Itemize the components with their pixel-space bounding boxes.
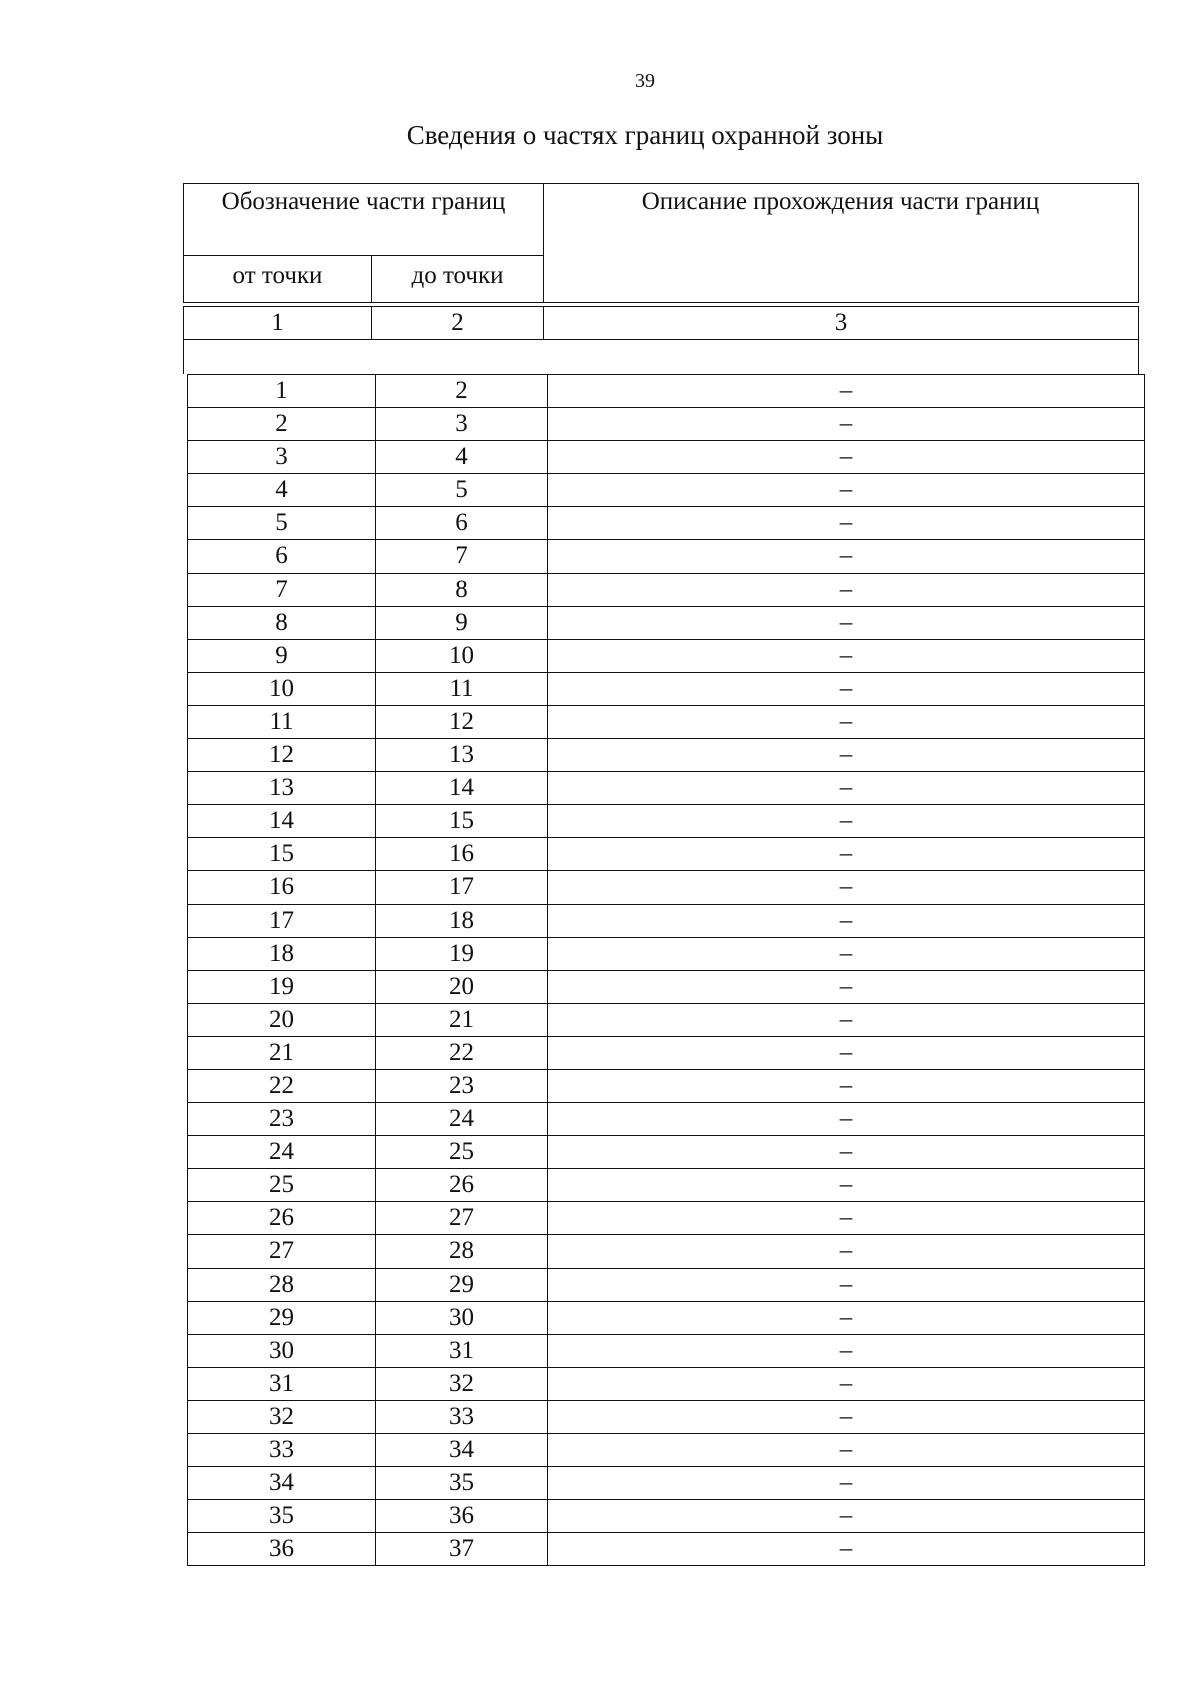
row-to-point: 3 bbox=[376, 408, 548, 440]
header-description: Описание прохождения части границ bbox=[641, 188, 1040, 215]
row-from-point: 4 bbox=[188, 474, 376, 506]
row-from-point: 2 bbox=[188, 408, 376, 440]
row-description: – bbox=[839, 939, 853, 967]
table-row bbox=[187, 1202, 1145, 1235]
table-row bbox=[187, 375, 1145, 408]
row-from-point: 26 bbox=[188, 1202, 376, 1234]
table-row bbox=[187, 1269, 1145, 1302]
row-description: – bbox=[839, 443, 853, 471]
table-row bbox=[187, 540, 1145, 573]
row-to-point: 20 bbox=[376, 971, 548, 1003]
row-from-point: 1 bbox=[188, 375, 376, 407]
table-row bbox=[187, 1169, 1145, 1202]
row-from-point: 25 bbox=[188, 1169, 376, 1201]
table-row bbox=[187, 474, 1145, 507]
row-from-point: 7 bbox=[188, 574, 376, 606]
row-from-point: 35 bbox=[188, 1500, 376, 1532]
table-row bbox=[187, 1500, 1145, 1533]
table-row bbox=[187, 1467, 1145, 1500]
row-from-point: 13 bbox=[188, 772, 376, 804]
row-to-point: 18 bbox=[376, 905, 548, 937]
table-row bbox=[187, 574, 1145, 607]
row-to-point: 12 bbox=[376, 706, 548, 738]
row-description: – bbox=[839, 1535, 853, 1563]
table-row bbox=[187, 838, 1145, 871]
header-from-point: от точки bbox=[184, 256, 372, 302]
row-to-point: 14 bbox=[376, 772, 548, 804]
row-description: – bbox=[839, 774, 853, 802]
column-number-3: 3 bbox=[834, 309, 848, 336]
table-row bbox=[187, 640, 1145, 673]
row-description: – bbox=[839, 1237, 853, 1265]
table-row bbox=[187, 905, 1145, 938]
row-to-point: 21 bbox=[376, 1004, 548, 1036]
page-number: 39 bbox=[635, 70, 655, 92]
row-from-point: 21 bbox=[188, 1037, 376, 1069]
table-row bbox=[187, 408, 1145, 441]
row-description: – bbox=[839, 1071, 853, 1099]
row-description: – bbox=[839, 1336, 853, 1364]
table-header bbox=[183, 183, 1139, 303]
row-description: – bbox=[839, 410, 853, 438]
table-row bbox=[187, 607, 1145, 640]
section-row bbox=[183, 340, 1139, 374]
row-description: – bbox=[839, 1038, 853, 1066]
row-from-point: 31 bbox=[188, 1368, 376, 1400]
table-row bbox=[187, 971, 1145, 1004]
row-from-point: 33 bbox=[188, 1434, 376, 1466]
row-from-point: 16 bbox=[188, 871, 376, 903]
row-from-point: 17 bbox=[188, 905, 376, 937]
row-to-point: 37 bbox=[376, 1533, 548, 1565]
column-number-1: 1 bbox=[184, 307, 372, 339]
row-to-point: 24 bbox=[376, 1103, 548, 1135]
row-to-point: 7 bbox=[376, 540, 548, 572]
row-from-point: 32 bbox=[188, 1401, 376, 1433]
table-row bbox=[187, 1335, 1145, 1368]
row-description: – bbox=[839, 641, 853, 669]
row-to-point: 5 bbox=[376, 474, 548, 506]
row-description: – bbox=[839, 1005, 853, 1033]
table-row bbox=[187, 871, 1145, 904]
row-to-point: 8 bbox=[376, 574, 548, 606]
row-from-point: 19 bbox=[188, 971, 376, 1003]
row-description: – bbox=[839, 674, 853, 702]
row-description: – bbox=[839, 972, 853, 1000]
row-to-point: 6 bbox=[376, 507, 548, 539]
row-to-point: 25 bbox=[376, 1136, 548, 1168]
row-from-point: 11 bbox=[188, 706, 376, 738]
row-description: – bbox=[839, 1138, 853, 1166]
table-row bbox=[187, 507, 1145, 540]
row-from-point: 8 bbox=[188, 607, 376, 639]
row-from-point: 20 bbox=[188, 1004, 376, 1036]
row-description: – bbox=[839, 707, 853, 735]
table-row bbox=[187, 1434, 1145, 1467]
row-description: – bbox=[839, 1270, 853, 1298]
row-description: – bbox=[839, 1171, 853, 1199]
row-from-point: 15 bbox=[188, 838, 376, 870]
row-to-point: 17 bbox=[376, 871, 548, 903]
table-row bbox=[187, 805, 1145, 838]
row-from-point: 28 bbox=[188, 1269, 376, 1301]
row-to-point: 15 bbox=[376, 805, 548, 837]
row-from-point: 23 bbox=[188, 1103, 376, 1135]
row-description: – bbox=[839, 542, 853, 570]
row-from-point: 18 bbox=[188, 938, 376, 970]
row-to-point: 36 bbox=[376, 1500, 548, 1532]
table-row bbox=[187, 706, 1145, 739]
table-row bbox=[187, 1401, 1145, 1434]
row-description: – bbox=[839, 807, 853, 835]
table-row bbox=[187, 1235, 1145, 1268]
table-body bbox=[187, 374, 1145, 1566]
header-to-point: до точки bbox=[372, 256, 544, 302]
row-to-point: 11 bbox=[376, 673, 548, 705]
row-to-point: 10 bbox=[376, 640, 548, 672]
row-description: – bbox=[839, 476, 853, 504]
row-description: – bbox=[839, 377, 853, 404]
column-number-2: 2 bbox=[372, 307, 544, 339]
row-to-point: 2 bbox=[376, 375, 548, 407]
table-row bbox=[187, 1302, 1145, 1335]
table-row bbox=[187, 1368, 1145, 1401]
row-description: – bbox=[839, 741, 853, 769]
table-row bbox=[187, 739, 1145, 772]
row-to-point: 29 bbox=[376, 1269, 548, 1301]
row-from-point: 29 bbox=[188, 1302, 376, 1334]
row-from-point: 10 bbox=[188, 673, 376, 705]
row-to-point: 31 bbox=[376, 1335, 548, 1367]
row-to-point: 28 bbox=[376, 1235, 548, 1267]
document-title: Сведения о частях границ охранной зоны bbox=[406, 120, 884, 150]
table-row bbox=[187, 1037, 1145, 1070]
row-to-point: 27 bbox=[376, 1202, 548, 1234]
row-from-point: 22 bbox=[188, 1070, 376, 1102]
row-description: – bbox=[839, 509, 853, 537]
row-description: – bbox=[839, 1369, 853, 1397]
row-from-point: 12 bbox=[188, 739, 376, 771]
row-description: – bbox=[839, 906, 853, 934]
table-row bbox=[187, 1004, 1145, 1037]
column-number-row bbox=[183, 306, 1139, 340]
row-description: – bbox=[839, 1303, 853, 1331]
row-description: – bbox=[839, 873, 853, 901]
row-to-point: 4 bbox=[376, 441, 548, 473]
row-from-point: 3 bbox=[188, 441, 376, 473]
row-description: – bbox=[839, 1402, 853, 1430]
row-to-point: 19 bbox=[376, 938, 548, 970]
table-row bbox=[187, 1533, 1145, 1566]
row-description: – bbox=[839, 840, 853, 868]
row-description: – bbox=[839, 1469, 853, 1497]
header-boundary-part-designation: Обозначение части границ bbox=[184, 184, 544, 256]
row-to-point: 23 bbox=[376, 1070, 548, 1102]
row-from-point: 24 bbox=[188, 1136, 376, 1168]
row-description: – bbox=[839, 1502, 853, 1530]
row-to-point: 13 bbox=[376, 739, 548, 771]
row-to-point: 35 bbox=[376, 1467, 548, 1499]
row-to-point: 26 bbox=[376, 1169, 548, 1201]
table-row bbox=[187, 772, 1145, 805]
table-row bbox=[187, 1103, 1145, 1136]
row-to-point: 9 bbox=[376, 607, 548, 639]
row-to-point: 30 bbox=[376, 1302, 548, 1334]
row-description: – bbox=[839, 1436, 853, 1463]
row-description: – bbox=[839, 608, 853, 636]
row-to-point: 16 bbox=[376, 838, 548, 870]
row-from-point: 27 bbox=[188, 1235, 376, 1267]
row-from-point: 9 bbox=[188, 640, 376, 672]
row-to-point: 32 bbox=[376, 1368, 548, 1400]
row-to-point: 34 bbox=[376, 1434, 548, 1466]
row-description: – bbox=[839, 575, 853, 603]
row-from-point: 34 bbox=[188, 1467, 376, 1499]
table-row bbox=[187, 938, 1145, 971]
table-row bbox=[187, 1070, 1145, 1103]
row-to-point: 22 bbox=[376, 1037, 548, 1069]
table-row bbox=[187, 1136, 1145, 1169]
row-from-point: 14 bbox=[188, 805, 376, 837]
row-from-point: 6 bbox=[188, 540, 376, 572]
row-description: – bbox=[839, 1204, 853, 1232]
row-from-point: 30 bbox=[188, 1335, 376, 1367]
row-to-point: 33 bbox=[376, 1401, 548, 1433]
row-from-point: 5 bbox=[188, 507, 376, 539]
row-description: – bbox=[839, 1105, 853, 1133]
row-from-point: 36 bbox=[188, 1533, 376, 1565]
table-row bbox=[187, 673, 1145, 706]
table-row bbox=[187, 441, 1145, 474]
